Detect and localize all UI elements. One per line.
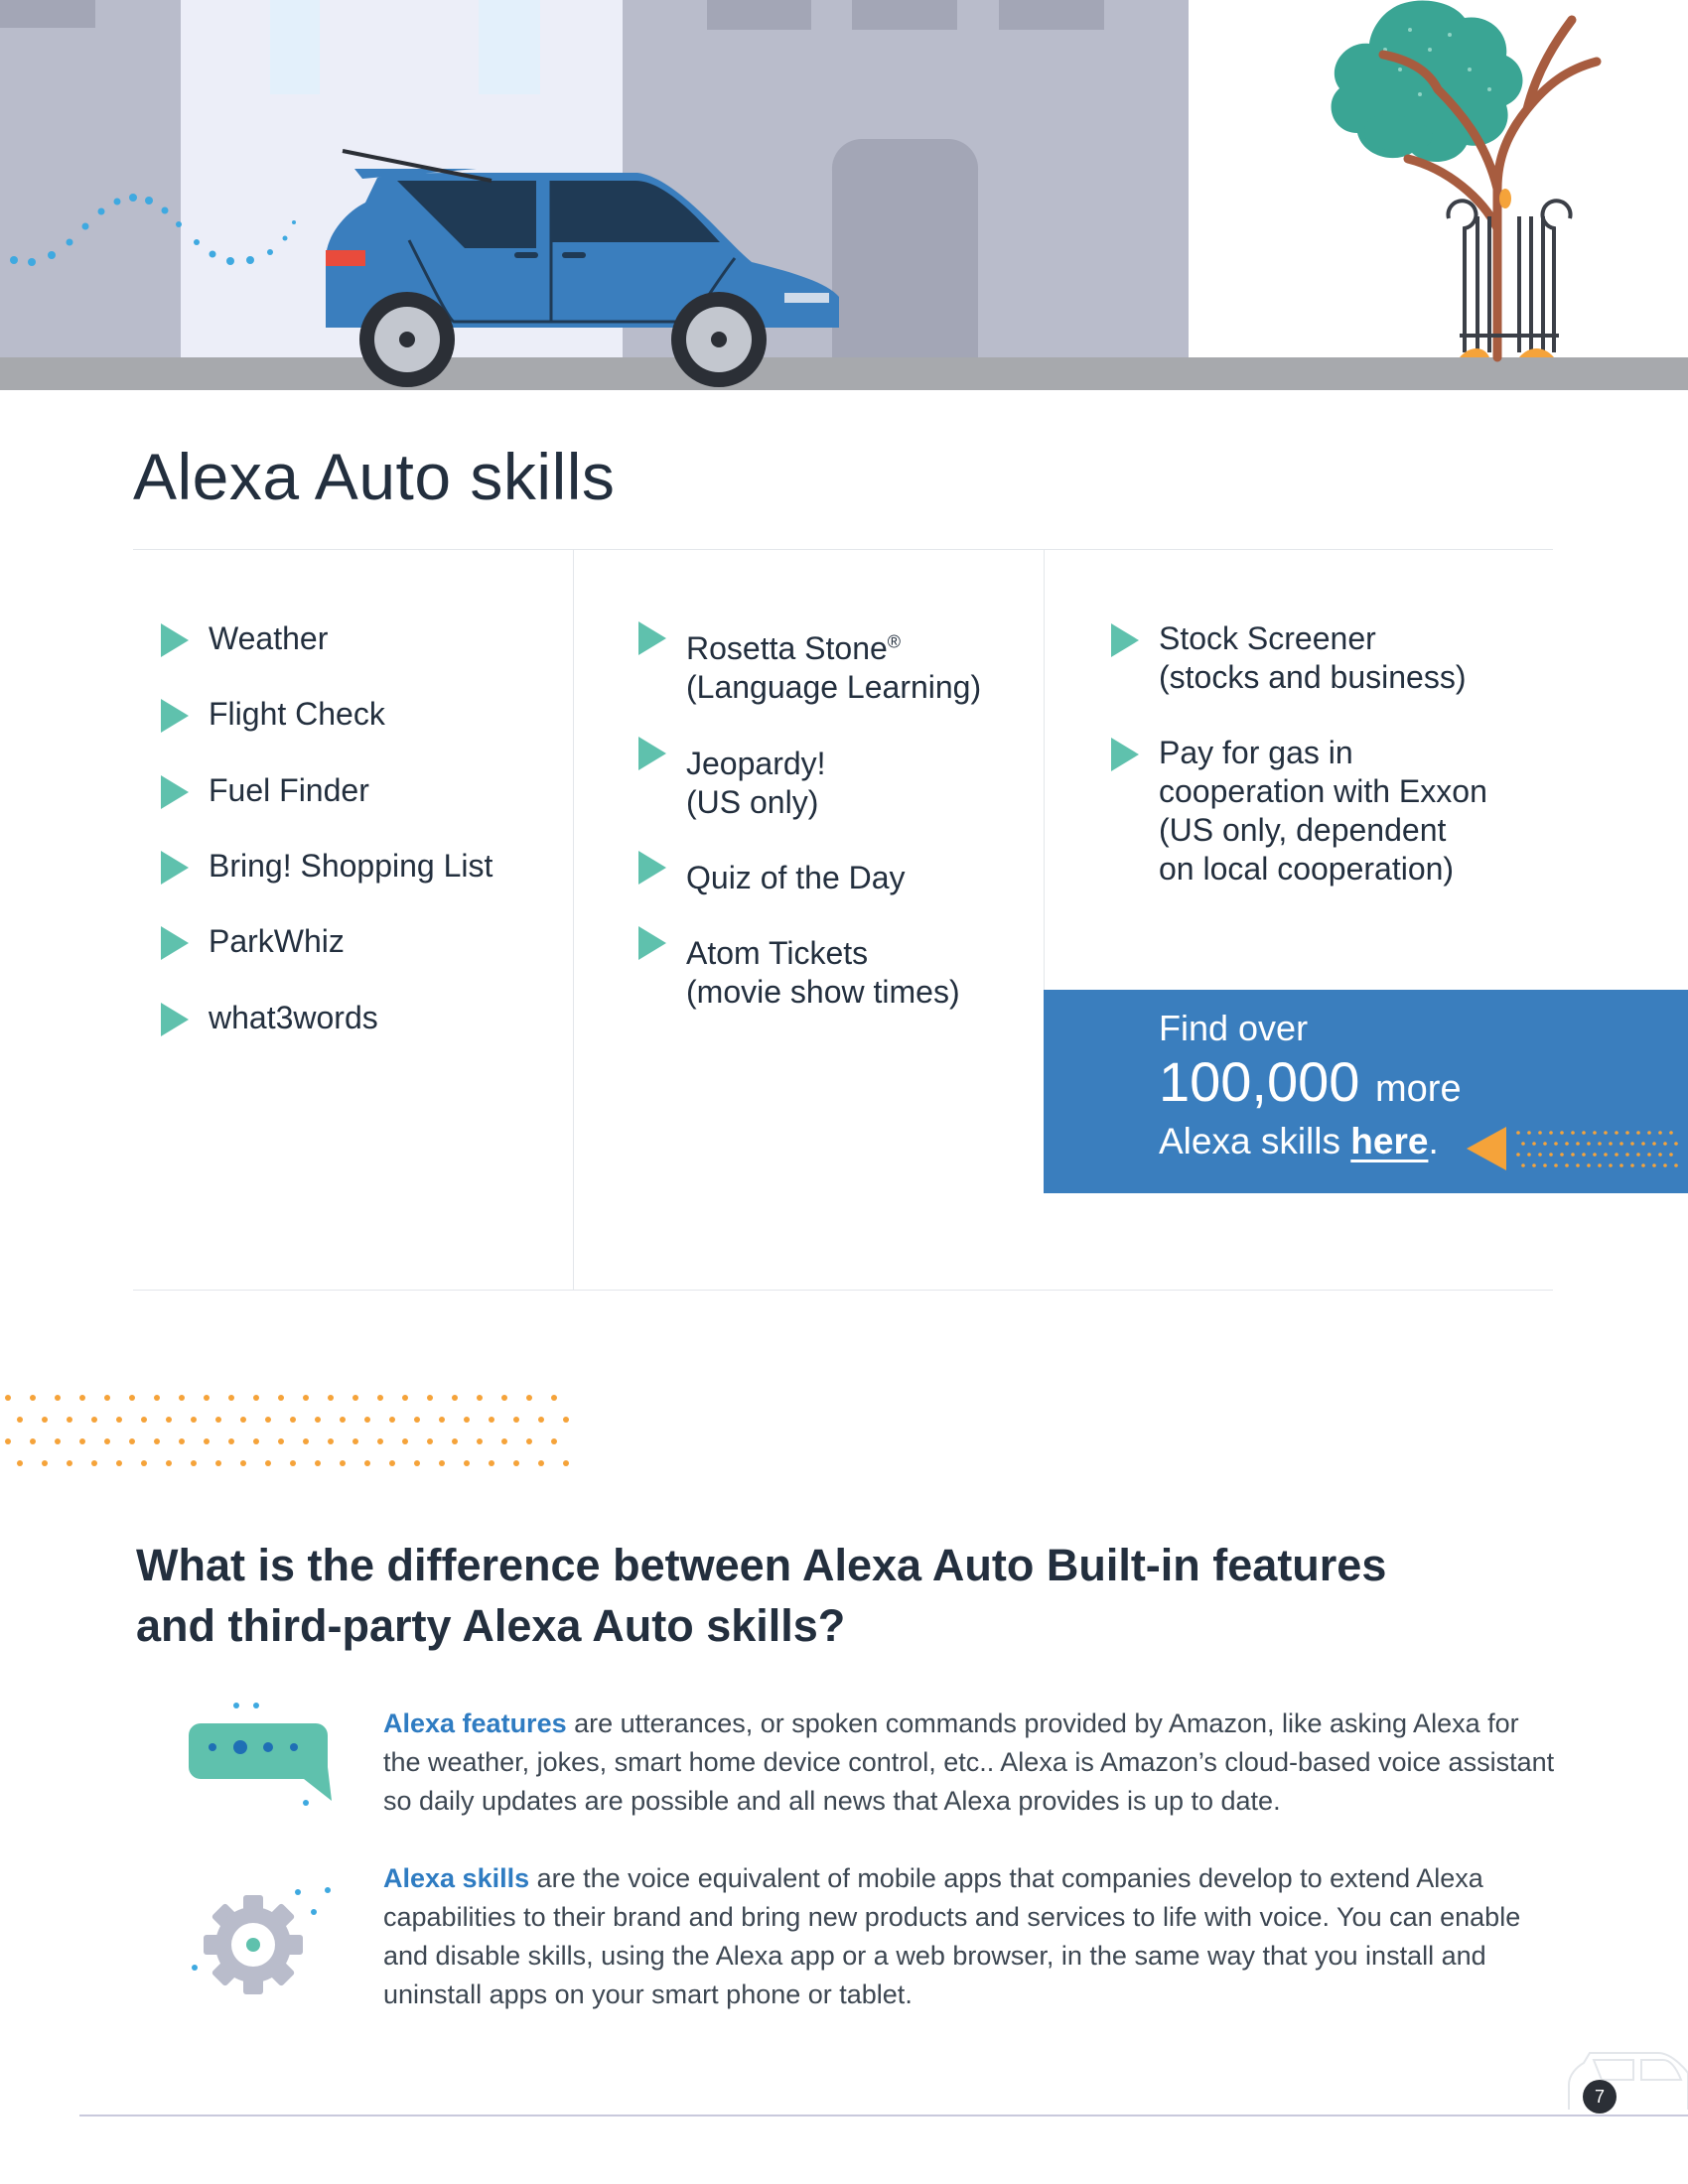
skill-item: Quiz of the Day <box>611 859 906 897</box>
callout-more: more <box>1375 1068 1462 1110</box>
skill-item: Rosetta Stone® (Language Learning) <box>611 629 981 707</box>
bullet-triangle-icon <box>161 699 189 733</box>
skill-item: Jeopardy! (US only) <box>611 745 826 822</box>
skills-lead: Alexa skills <box>383 1863 530 1893</box>
skill-item: Atom Tickets (movie show times) <box>611 934 960 1012</box>
hero-illustration <box>0 0 1688 390</box>
skill-item: Pay for gas in cooperation with Exxon (US only, dependent on local cooperation) <box>1083 734 1487 888</box>
features-lead: Alexa features <box>383 1708 567 1738</box>
bullet-triangle-icon <box>161 775 189 809</box>
bullet-triangle-icon <box>161 623 189 657</box>
footer-rule <box>79 2115 1688 2116</box>
more-skills-callout <box>1044 990 1688 1193</box>
skill-item: Weather <box>133 619 328 658</box>
page-title: Alexa Auto skills <box>133 440 616 513</box>
difference-heading: What is the difference between Alexa Auto Built-in features and third-party Alexa Auto skills? <box>136 1540 1387 1651</box>
bullet-triangle-icon <box>638 851 666 885</box>
bullet-triangle-icon <box>1111 623 1139 657</box>
bullet-triangle-icon <box>638 926 666 960</box>
skill-item: Bring! Shopping List <box>133 847 492 886</box>
bullet-triangle-icon <box>638 621 666 655</box>
skill-item: Fuel Finder <box>133 771 369 810</box>
car-outline-icon <box>1564 2035 1688 2119</box>
decorative-dot-grid <box>0 1390 586 1479</box>
skill-item: what3words <box>133 999 378 1037</box>
table-top-rule <box>133 549 1553 550</box>
skill-item: Stock Screener (stocks and business) <box>1083 619 1466 697</box>
bullet-triangle-icon <box>1111 738 1139 771</box>
arrow-left-icon <box>1467 1119 1688 1178</box>
bullet-triangle-icon <box>638 737 666 770</box>
bullet-triangle-icon <box>161 1003 189 1036</box>
callout-count-line <box>1159 1049 1462 1114</box>
skill-item: ParkWhiz <box>133 922 345 961</box>
page-number: 7 <box>1583 2080 1617 2114</box>
callout-line-3: Alexa skills here. <box>1159 1121 1439 1161</box>
column-divider-2 <box>1044 549 1045 990</box>
skill-item: Flight Check <box>133 695 385 734</box>
features-paragraph: Alexa features are utterances, or spoken commands provided by Amazon, like asking Alexa for the weather, jokes, smart home device control, etc.. Alexa is Amazon’s cloud-based voice assistant so daily updates are possible and all news that Alexa provides is up to date. <box>383 1708 1555 1816</box>
column-divider-1 <box>573 549 574 1290</box>
chat-bubble-icon <box>179 1700 338 1809</box>
bullet-triangle-icon <box>161 926 189 960</box>
callout-line-1: Find over <box>1159 1008 1309 1048</box>
gear-icon <box>189 1880 338 1999</box>
bullet-triangle-icon <box>161 851 189 885</box>
skills-count: 100,000 <box>1159 1050 1360 1113</box>
skills-here-link[interactable]: here <box>1350 1121 1429 1161</box>
table-bottom-rule <box>133 1290 1553 1291</box>
skills-paragraph: Alexa skills are the voice equivalent of mobile apps that companies develop to extend Alexa capabilities to their brand and bring new products and services to life with voice. You can enable and disable skills, using the Alexa app or a web browser, in the same way that you install and uninstall apps on your smart phone or tablet. <box>383 1863 1521 2009</box>
